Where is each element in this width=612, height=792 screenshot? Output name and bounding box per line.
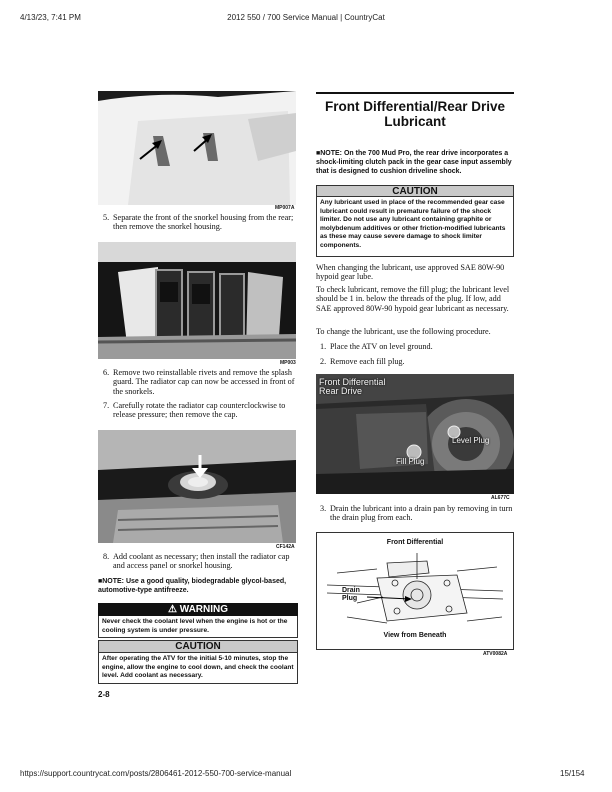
page-number: 2-8: [98, 690, 110, 699]
step-6-text: Remove two reinstallable rivets and remove the splash guard. The radiator cap can now be accessed in front of the snorkels.: [113, 368, 295, 396]
step-6-number: 6.: [103, 368, 110, 377]
warning-header: ⚠ WARNING: [98, 603, 298, 616]
step-3-text: Drain the lubricant into a drain pan by removing in turn the drain plug from each.: [330, 504, 513, 523]
step-2-number: 2.: [320, 357, 327, 366]
coolant-note: ■NOTE: Use a good quality, biodegradable glycol-based, automotive-type antifreeze.: [98, 578, 287, 594]
label-rear-drive: Rear Drive: [319, 386, 363, 396]
print-title: 2012 550 / 700 Service Manual | CountryCat: [227, 13, 385, 22]
radiator-cap-photo: [98, 430, 296, 543]
print-page-count: 15/154: [560, 769, 585, 778]
differential-plugs-photo: [316, 374, 514, 494]
caution-header-left: CAUTION: [98, 640, 298, 653]
title-rule: [316, 92, 514, 94]
diagram-title: Front Differential: [386, 539, 444, 546]
step-3-number: 3.: [320, 504, 327, 513]
para-check-lubricant: To check lubricant, remove the fill plug; the lubricant level should be 1 in. below the threads of the plug. If low, add SAE approved 80W-90 hypoid gear lubricant as necessary.: [316, 285, 510, 313]
differential-photo-code: AL677C: [491, 495, 510, 501]
photo3-code: CF142A: [276, 544, 295, 550]
label-fill-plug: Fill Plug: [396, 457, 425, 466]
para-change-procedure: To change the lubricant, use the following procedure.: [316, 327, 491, 336]
para-lubricant-type: When changing the lubricant, use approved SAE 80W-90 hypoid gear lube.: [316, 263, 505, 282]
caution-text-right: Any lubricant used in place of the recommended gear case lubricant could result in premature failure of the shock limiter. Do not use any lubricant containing graphite or molybdenum additives or other friction-modified lubricants as these may cause severe damage to shock limiter components.: [316, 197, 514, 257]
front-differential-diagram: [316, 532, 514, 650]
step-5-number: 5.: [103, 213, 110, 222]
snorkels-photo: [98, 242, 296, 359]
warning-text: Never check the coolant level when the engine is hot or the cooling system is under pressure.: [98, 616, 298, 638]
step-2-text: Remove each fill plug.: [330, 357, 405, 366]
diagram-caption: View from Beneath: [383, 632, 447, 639]
caution-text-left: After operating the ATV for the initial 5-10 minutes, stop the engine, allow the engine to cool down, and check the coolant level. Add coolant as necessary.: [98, 653, 298, 684]
print-datetime: 4/13/23, 7:41 PM: [20, 13, 81, 22]
step-7-text: Carefully rotate the radiator cap counterclockwise to release pressure; then remove the cap.: [113, 401, 286, 420]
diagram-code: ATV0082A: [483, 651, 508, 657]
step-1-number: 1.: [320, 342, 327, 351]
photo1-code: MP007A: [275, 205, 295, 211]
step-7-number: 7.: [103, 401, 110, 410]
section-title: Front Differential/Rear Drive Lubricant: [324, 99, 506, 129]
snorkel-housing-photo: [98, 91, 296, 205]
photo2-code: MP003: [280, 360, 296, 366]
mud-pro-note: ■NOTE: On the 700 Mud Pro, the rear drive incorporates a shock-limiting clutch pack in the gear case input assembly that is designed to cushion driveline shock.: [316, 150, 512, 175]
label-level-plug: Level Plug: [452, 436, 490, 445]
label-front-differential: Front Differential: [319, 377, 386, 387]
step-8-text: Add coolant as necessary; then install the radiator cap and access panel or snorkel housing.: [113, 552, 290, 571]
print-url[interactable]: https://support.countrycat.com/posts/2806461-2012-550-700-service-manual: [20, 769, 292, 778]
caution-header-right: CAUTION: [316, 185, 514, 197]
diagram-drain-label: Drain Plug: [342, 587, 360, 602]
step-5-text: Separate the front of the snorkel housing from the rear; then remove the snorkel housing.: [113, 213, 294, 232]
step-8-number: 8.: [103, 552, 110, 561]
step-1-text: Place the ATV on level ground.: [330, 342, 433, 351]
